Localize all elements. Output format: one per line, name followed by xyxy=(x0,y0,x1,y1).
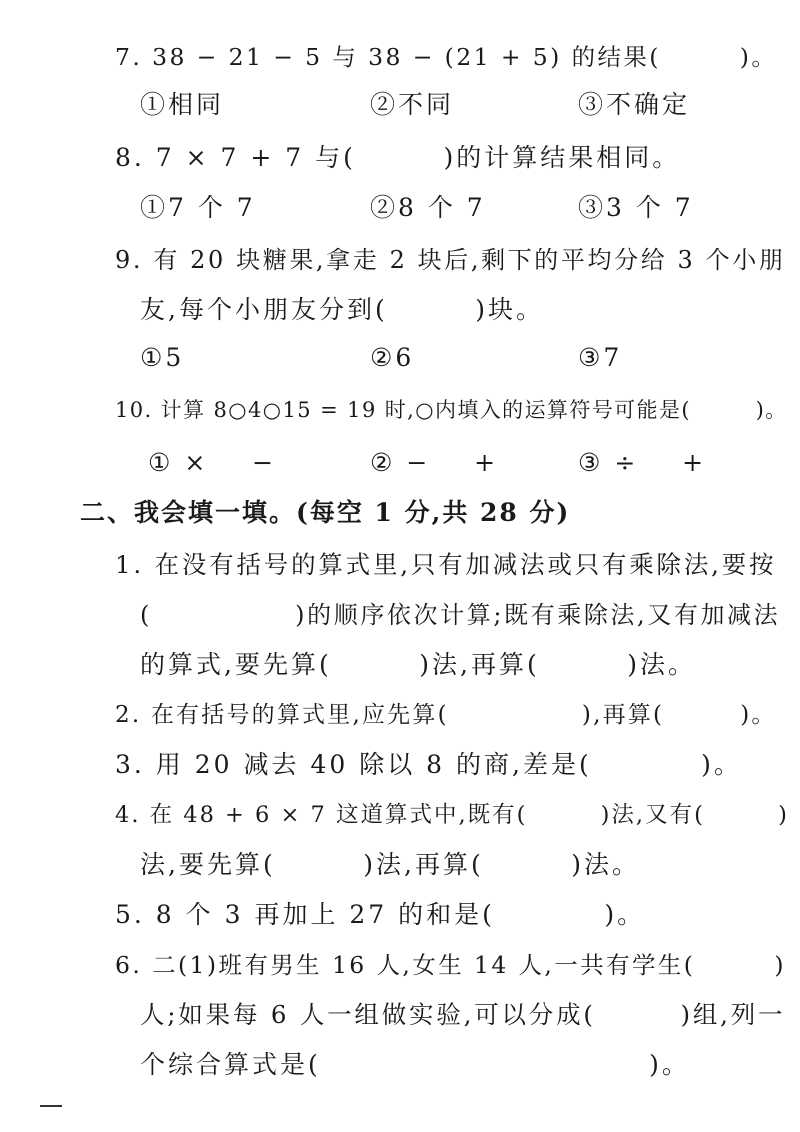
q8-option-1: ①7 个 7 xyxy=(140,193,256,222)
q7-option-1: ①相同 xyxy=(140,90,225,119)
q9-stem-line2: 友,每个小朋友分到( )块。 xyxy=(140,295,545,324)
q9-option-3: ③7 xyxy=(578,343,623,372)
page-corner-mark xyxy=(40,1105,62,1107)
q10-stem: 10. 计算 8○4○15 = 19 时,○内填入的运算符号可能是( )。 xyxy=(115,398,788,422)
fill4-line1: 4. 在 48 + 6 × 7 这道算式中,既有( )法,又有( ) xyxy=(115,802,789,828)
q9-stem-line1: 9. 有 20 块糖果,拿走 2 块后,剩下的平均分给 3 个小朋 xyxy=(115,246,786,274)
fill5-line1: 5. 8 个 3 再加上 27 的和是( )。 xyxy=(115,900,646,929)
fill6-line1: 6. 二(1)班有男生 16 人,女生 14 人,一共有学生( ) xyxy=(115,951,786,979)
q8-option-2: ②8 个 7 xyxy=(370,193,486,222)
fill2-line1: 2. 在有括号的算式里,应先算( ),再算( )。 xyxy=(115,702,777,728)
fill4-line2: 法,要先算( )法,再算( )法。 xyxy=(140,850,641,879)
fill3-line1: 3. 用 20 减去 40 除以 8 的商,差是( )。 xyxy=(115,750,742,779)
fill1-line2: ( )的顺序依次计算;既有乘除法,又有加减法 xyxy=(140,601,781,629)
q8-stem: 8. 7 × 7 + 7 与( )的计算结果相同。 xyxy=(115,143,681,172)
fill1-line1: 1. 在没有括号的算式里,只有加减法或只有乘除法,要按 xyxy=(115,550,777,579)
q10-option-1: ① × − xyxy=(148,448,277,477)
q7-option-3: ③不确定 xyxy=(578,90,691,119)
section-heading: 二、我会填一填。(每空 1 分,共 28 分) xyxy=(80,498,571,527)
fill6-line2: 人;如果每 6 人一组做实验,可以分成( )组,列一 xyxy=(140,1000,786,1029)
q10-option-2: ② − + xyxy=(370,448,499,477)
q7-stem: 7. 38 − 21 − 5 与 38 − (21 + 5) 的结果( )。 xyxy=(115,43,778,71)
fill1-line3: 的算式,要先算( )法,再算( )法。 xyxy=(140,650,697,679)
q9-option-2: ②6 xyxy=(370,343,415,372)
fill6-line3: 个综合算式是( )。 xyxy=(140,1050,690,1079)
q10-option-3: ③ ÷ + xyxy=(578,448,707,477)
q8-option-3: ③3 个 7 xyxy=(578,193,694,222)
q7-option-2: ②不同 xyxy=(370,90,455,119)
q9-option-1: ①5 xyxy=(140,343,185,372)
